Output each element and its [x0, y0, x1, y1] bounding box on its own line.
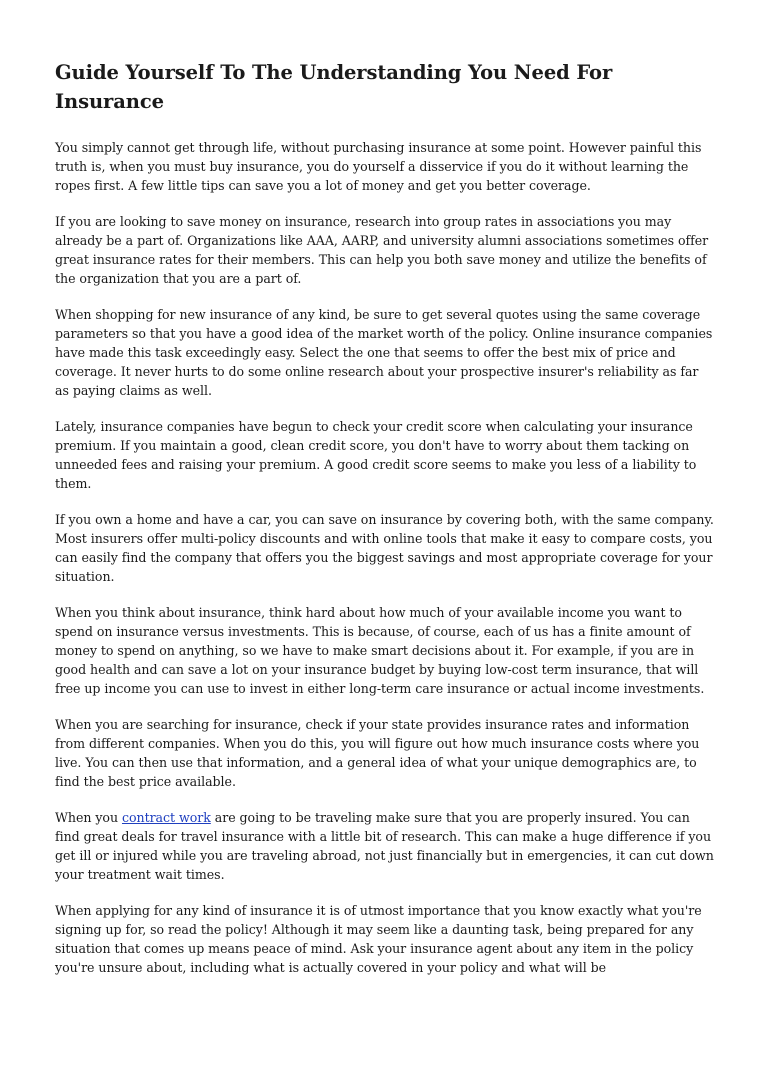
- page-title: Guide Yourself To The Understanding You Need For Insurance: [55, 61, 613, 113]
- paragraph-state-rates: When you are searching for insurance, check if your state provides insurance rates and information from different companies. When you do this, you will figure out how much insurance costs where you live. You can then use that information, and a general idea of what your unique demographics are, to find the best price available.: [55, 717, 700, 789]
- document-page: [55, 58, 715, 994]
- paragraph-travel: [55, 808, 715, 884]
- paragraph-read-policy: When applying for any kind of insurance it is of utmost importance that you know exactly what you're signing up for, so read the policy! Although it may seem like a daunting task, being prepared for any situation that comes up means peace of mind. Ask your insurance agent about any item in the policy you're unsure about, including what is actually covered in your policy and what will be: [55, 903, 702, 975]
- travel-text-after: are going to be traveling make sure that you are properly insured. You can find great deals for travel insurance with a little bit of research. This can make a huge difference if you get ill or injured while you are traveling abroad, not just financially but in emergencies, it can cut down your treatment wait times.: [55, 810, 714, 882]
- travel-text-before: When you: [55, 810, 122, 825]
- paragraph-quotes: When shopping for new insurance of any kind, be sure to get several quotes using the same coverage parameters so that you have a good idea of the market worth of the policy. Online insurance companies have made this task exceedingly easy. Select the one that seems to offer the best mix of price and coverage. It never hurts to do some online research about your prospective insurer's reliability as far as paying claims as well.: [55, 307, 713, 398]
- paragraph-multi-policy: If you own a home and have a car, you can save on insurance by covering both, with the same company. Most insurers offer multi-policy discounts and with online tools that make it easy to compare costs, you can easily find the company that offers you the biggest savings and most appropriate coverage for your situation.: [55, 512, 714, 584]
- paragraph-group-rates: If you are looking to save money on insurance, research into group rates in associations you may already be a part of. Organizations like AAA, AARP, and university alumni associations sometimes offer great insurance rates for their members. This can help you both save money and utilize the benefits of the organization that you are a part of.: [55, 214, 709, 286]
- contract-work-link[interactable]: contract work: [121, 810, 211, 825]
- paragraph-income: When you think about insurance, think hard about how much of your available income you want to spend on insurance versus investments. This is because, of course, each of us has a finite amount of money to spend on anything, so we have to make smart decisions about it. For example, if you are in good health and can save a lot on your insurance budget by buying low-cost term insurance, that will free up income you can use to invest in either long-term care insurance or actual income investments.: [55, 605, 705, 696]
- paragraph-intro: You simply cannot get through life, without purchasing insurance at some point. However painful this truth is, when you must buy insurance, you do yourself a disservice if you do it without learning the ropes first. A few little tips can save you a lot of money and get you better coverage.: [55, 140, 702, 193]
- paragraph-credit-score: Lately, insurance companies have begun to check your credit score when calculating your insurance premium. If you maintain a good, clean credit score, you don't have to worry about them tacking on unneeded fees and raising your premium. A good credit score seems to make you less of a liability to them.: [55, 419, 697, 491]
